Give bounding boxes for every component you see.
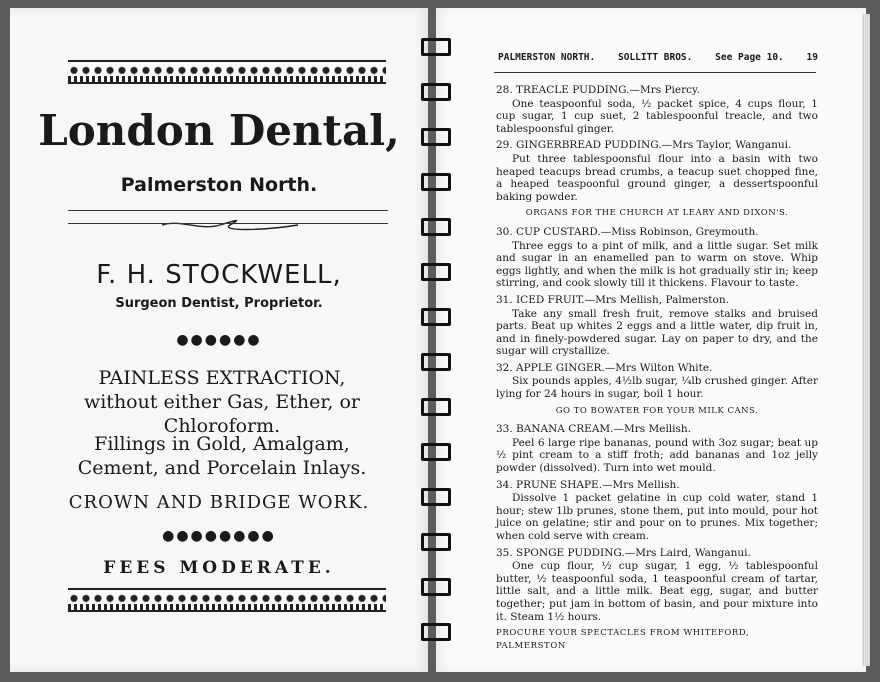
advertisement-line: ORGANS FOR THE CHURCH AT LEARY AND DIXON'S. (525, 208, 789, 219)
top-ornament-border (68, 60, 386, 84)
binding-ring (421, 308, 451, 326)
recipe-title: 33. BANANA CREAM.—Mrs Mellish. (496, 423, 692, 436)
recipe-body: Peel 6 large ripe bananas, pound with 3oz sugar; beat up ½ pint cream to a stiff froth; add bananas and 1oz jelly powder (dissolved). Turn into wet mould. (496, 436, 818, 475)
recipe-body: Six pounds apples, 4½lb sugar, ¼lb crushed ginger. After lying for 24 hours in sugar, boil 1 hour. (496, 375, 818, 401)
bottom-ornament-border (68, 588, 386, 612)
recipe-item (496, 226, 818, 290)
page-edges (862, 14, 870, 666)
dot-divider: ●●●●●● (176, 332, 262, 348)
binding-ring (421, 578, 451, 596)
binding-ring (421, 623, 451, 641)
recipe-body: Put three tablespoonsful flour into a basin with two heaped teacups bread crumbs, a teacup suet chopped fine, a heaped teaspoonful ground ginger, a dessertspoonful baking powder. (496, 152, 818, 203)
header-see-page: See Page 10. (715, 52, 784, 63)
recipe-title: 35. SPONGE PUDDING.—Mrs Laird, Wanganui. (496, 546, 751, 559)
binding-ring (421, 38, 451, 56)
painless-extraction-text: PAINLESS EXTRACTION, without either Gas, Ether, or Chloroform. (83, 367, 361, 437)
binding-ring (421, 263, 451, 281)
recipe-body: Three eggs to a pint of milk, and a little sugar. Set milk and sugar in an enamelled pan to warm on stove. Whip eggs lightly, and when the milk is hot gradually stir in; keep stirring, and cook slowly till it thickens. Flavour to taste. (496, 239, 818, 290)
recipe-item (496, 139, 818, 203)
recipe-item (496, 423, 818, 474)
recipe-title: 28. TREACLE PUDDING.—Mrs Piercy. (496, 84, 700, 96)
recipe-body: One teaspoonful soda, ½ packet spice, 4 cups flour, 1 cup sugar, 1 cup suet, 2 tablespoonful treacle, and two tablespoonsful ginger. (496, 97, 818, 135)
swash-ornament-icon (160, 218, 300, 232)
right-page (436, 8, 866, 672)
recipe-body: One cup flour, ½ cup sugar, 1 egg, ½ tablespoonful butter, ½ teaspoonful soda, 1 teaspoonful cream of tartar, little salt, and a little milk. Beat egg, sugar, and butter together; put jam in bottom of basin, and pour mixture into it. Steam 1½ hours. (496, 560, 818, 623)
recipe-list (496, 84, 818, 652)
binding-ring (421, 533, 451, 551)
recipe-item (496, 362, 818, 401)
binding-ring (421, 218, 451, 236)
recipe-item (496, 547, 818, 624)
dot-divider: ●●●●●●●● (162, 528, 276, 544)
binding-ring (421, 173, 451, 191)
recipe-title: 29. GINGERBREAD PUDDING.—Mrs Taylor, Wanganui. (496, 139, 792, 152)
page-header (498, 52, 818, 63)
footer-advertisement: PROCURE YOUR SPECTACLES FROM WHITEFORD, PALMERSTON (496, 628, 750, 651)
left-page (10, 8, 428, 672)
binding-ring (421, 353, 451, 371)
crown-bridge-text: CROWN AND BRIDGE WORK. (68, 492, 370, 513)
recipe-title: 34. PRUNE SHAPE.—Mrs Mellish. (496, 478, 680, 491)
advertisement-line: GO TO BOWATER FOR YOUR MILK CANS. (555, 405, 759, 416)
binding-ring (421, 443, 451, 461)
header-advertiser: SOLLITT BROS. (618, 52, 693, 63)
header-rule (494, 72, 816, 73)
proprietor-name: F. H. STOCKWELL, (96, 260, 342, 290)
subtitle: Palmerston North. (120, 174, 318, 196)
recipe-body: Take any small fresh fruit, remove stalks and bruised parts. Beat up whites 2 eggs and a little water, dip fruit in, and in finely-powdered sugar. Lay on paper to dry, and the sugar will crystallize. (496, 307, 818, 358)
page-title: London Dental, (38, 106, 400, 155)
recipe-title: 32. APPLE GINGER.—Mrs Wilton White. (496, 361, 713, 374)
recipe-body: Dissolve 1 packet gelatine in cup cold water, stand 1 hour; stew 1lb prunes, stone them, put into mould, pour hot juice on gelatine; stir and pour on to prunes. Mix together; when cold serve with cream. (496, 492, 818, 542)
recipe-item (496, 479, 818, 543)
page-number: 19 (806, 52, 818, 63)
binding-ring (421, 83, 451, 101)
recipe-title: 30. CUP CUSTARD.—Miss Robinson, Greymouth. (496, 225, 759, 238)
recipe-title: 31. ICED FRUIT.—Mrs Mellish, Palmerston. (496, 293, 729, 306)
binding-ring (421, 398, 451, 416)
recipe-item (496, 294, 818, 358)
spiral-binding (418, 30, 458, 650)
proprietor-role: Surgeon Dentist, Proprietor. (115, 296, 323, 311)
header-location: PALMERSTON NORTH. (498, 52, 596, 63)
fillings-text: Fillings in Gold, Amalgam, Cement, and Porcelain Inlays. (77, 433, 367, 479)
divider (68, 223, 388, 224)
fees-text: FEES MODERATE. (103, 558, 335, 578)
binding-ring (421, 128, 451, 146)
recipe-item (496, 84, 818, 135)
binding-ring (421, 488, 451, 506)
divider (68, 210, 388, 211)
